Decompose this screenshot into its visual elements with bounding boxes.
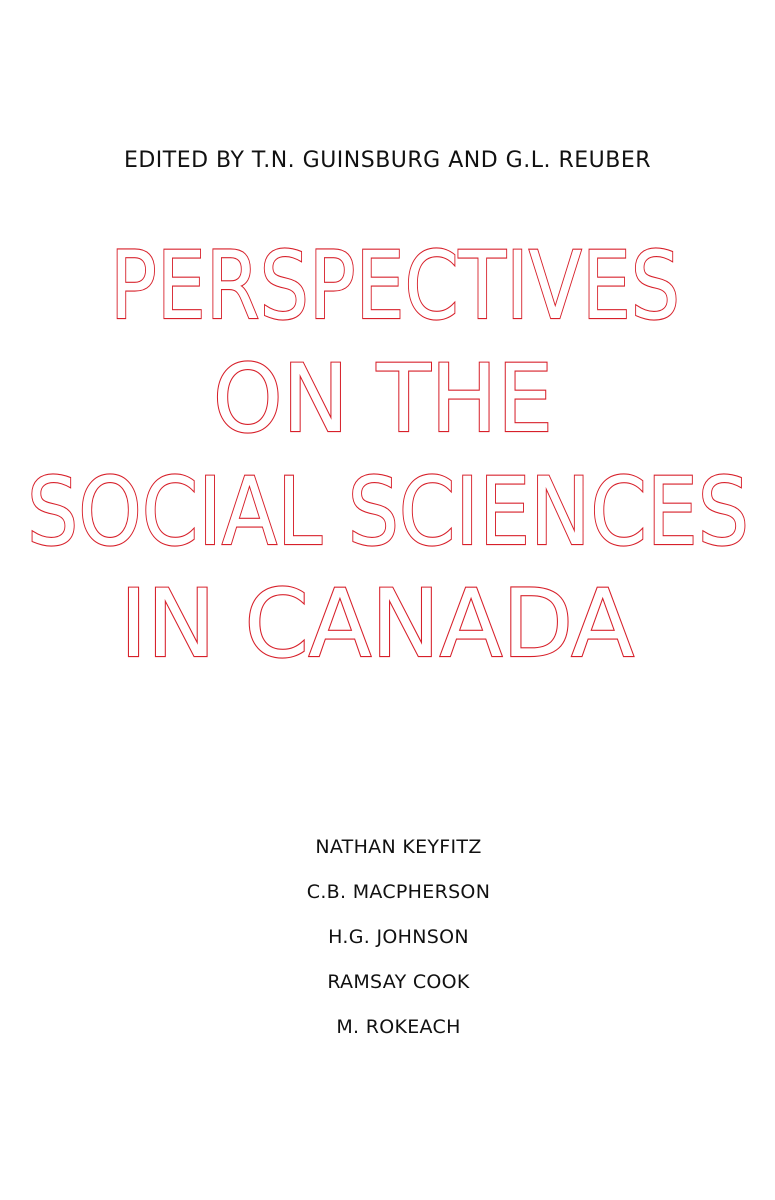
contributor-name: M. ROKEACH [336,1016,461,1038]
contributor-name: H.G. JOHNSON [328,926,469,948]
title-line-2: ON THE [213,345,553,454]
contributor-name: NATHAN KEYFITZ [315,836,482,858]
contributor-name: RAMSAY COOK [327,971,470,993]
title-line-1: PERSPECTIVES [110,232,680,341]
editors-credit: EDITED BY T.N. GUINSBURG AND G.L. REUBER [123,148,652,173]
contributors-list [0,832,775,1057]
title-line-3: SOCIAL SCIENCES [27,458,749,567]
title-line-4: IN CANADA [120,570,634,679]
contributor-name: C.B. MACPHERSON [306,881,491,903]
